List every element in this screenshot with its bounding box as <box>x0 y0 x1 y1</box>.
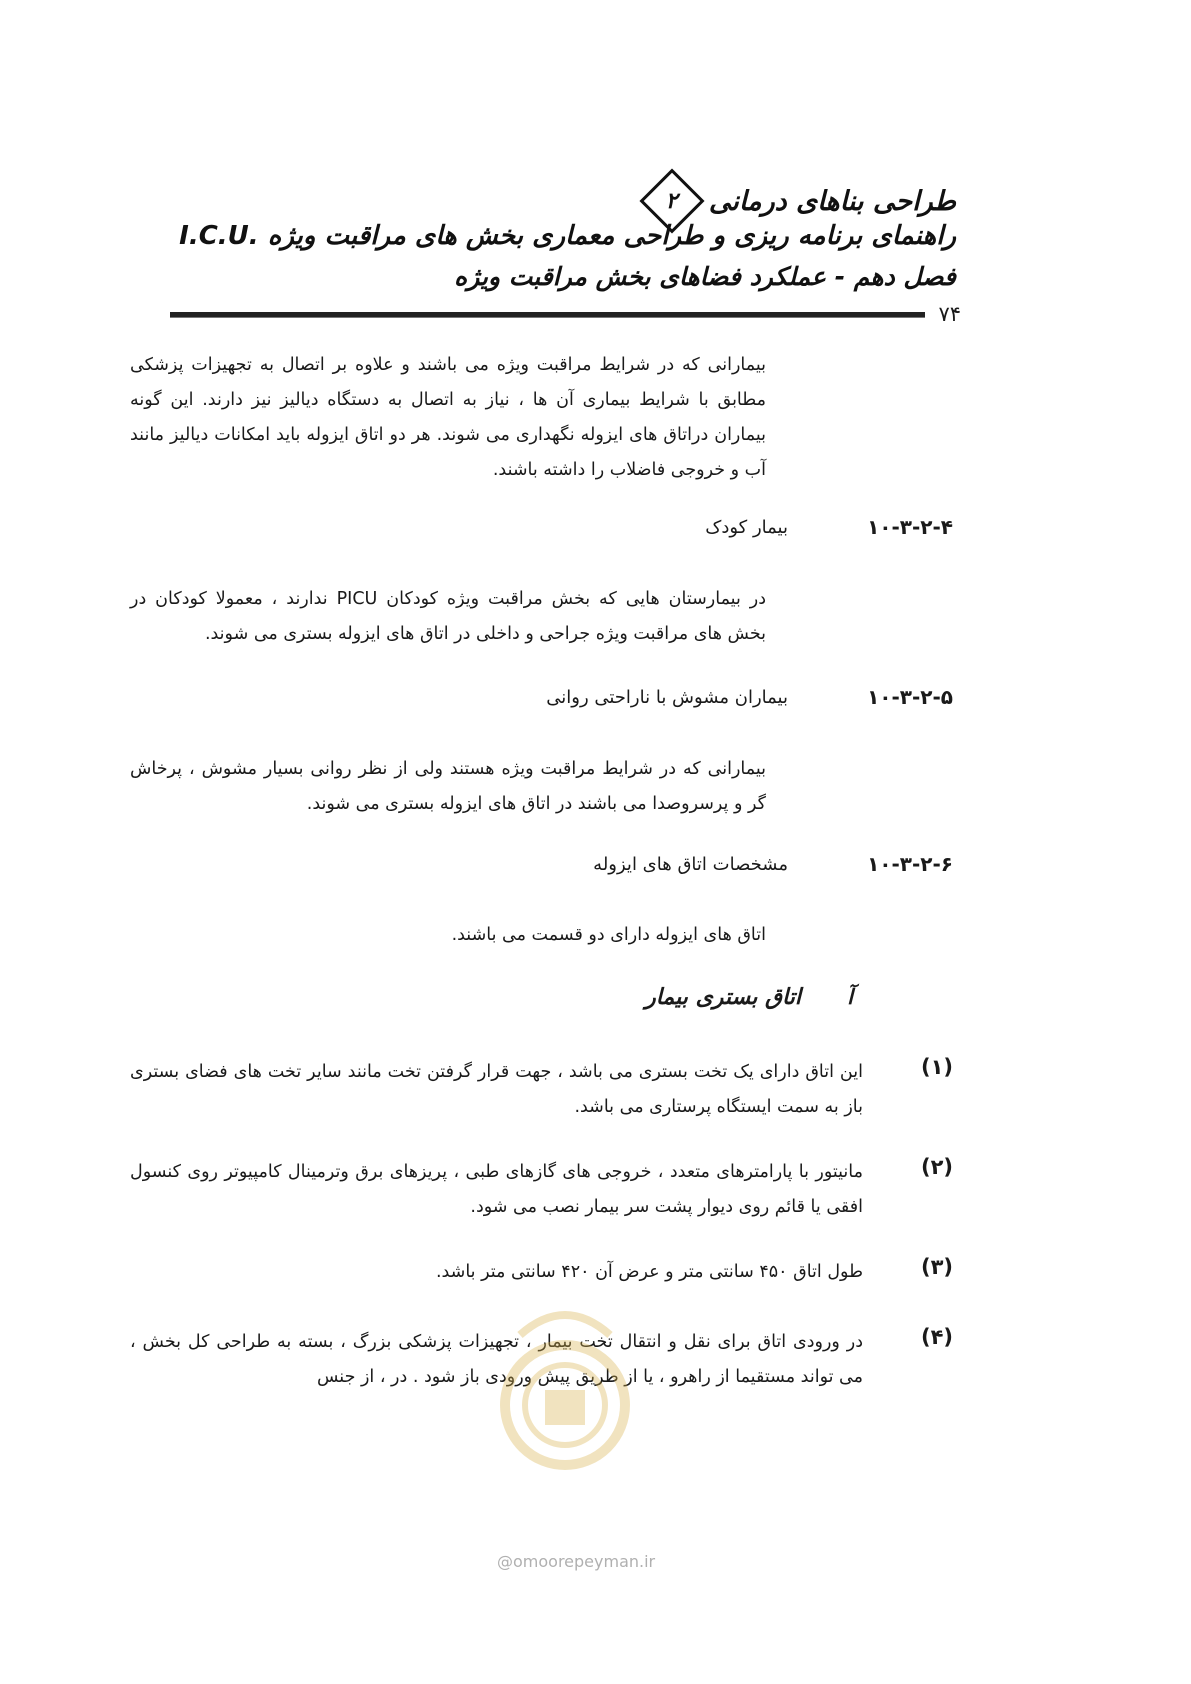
section-heading-4 <box>705 515 953 539</box>
section-number: ۱۰-۳-۲-۶ <box>867 852 953 876</box>
list-item <box>130 1155 953 1225</box>
section-heading-6 <box>593 852 953 876</box>
header-rule <box>170 312 925 318</box>
watermark-text: @omoorepeyman.ir <box>497 1552 656 1571</box>
item-text: طول اتاق ۴۵۰ سانتی متر و عرض آن ۴۲۰ سانتی متر باشد. <box>435 1262 863 1282</box>
section-heading-5 <box>546 685 953 709</box>
page-number: ۷۴ <box>938 302 961 326</box>
item-text: در ورودی اتاق برای نقل و انتقال تخت بیمار ، تجهیزات پزشکی بزرگ ، بسته به طراحی کل بخش ، می تواند مستقیما از راهرو ، یا از طریق پیش ورودی باز شود . در ، از جنس <box>130 1332 863 1387</box>
section-title: بیمار کودک <box>705 516 788 538</box>
subsection-title: اتاق بستری بیمار <box>645 985 801 1010</box>
section-body: در بیمارستان هایی که بخش مراقبت ویژه کودکان PICU ندارند ، معمولا کودکان در بخش های مراقبت ویژه جراحی و داخلی در اتاق های ایزوله بستری می شوند. <box>130 589 767 644</box>
item-text: مانیتور با پارامترهای متعدد ، خروجی های گازهای طبی ، پریزهای برق وترمینال کامپیوتر روی کنسول افقی یا قائم روی دیوار پشت سر بیمار نصب می شود. <box>130 1162 863 1217</box>
item-text: این اتاق دارای یک تخت بستری می باشد ، جهت قرار گرفتن تخت مانند سایر تخت های فضای بستری باز به سمت ایستگاه پرستاری می باشد. <box>130 1062 863 1117</box>
book-title <box>641 178 956 224</box>
section-title: مشخصات اتاق های ایزوله <box>593 853 788 875</box>
item-number: (۳) <box>920 1255 953 1279</box>
list-item <box>130 1255 953 1290</box>
list-item <box>130 1055 953 1125</box>
item-number: (۱) <box>920 1055 953 1079</box>
section-body: اتاق های ایزوله دارای دو قسمت می باشند. <box>451 925 766 945</box>
watermark-logo <box>490 1295 640 1485</box>
section-body: بیمارانی که در شرایط مراقبت ویژه هستند ولی از نظر روانی بسیار مشوش ، پرخاش گر و پرسروصدا می باشند در اتاق های ایزوله بستری می شوند. <box>130 759 766 814</box>
item-number: (۲) <box>920 1155 953 1179</box>
book-subtitle: راهنمای برنامه ریزی و طراحی معماری بخش های مراقبت ویژه .I.C.U <box>179 221 956 251</box>
volume-number: ۲ <box>665 188 678 214</box>
item-number: (۴) <box>920 1325 953 1349</box>
book-title-text: طراحی بناهای درمانی <box>708 185 956 217</box>
intro-paragraph: بیمارانی که در شرایط مراقبت ویژه می باشند و علاوه بر اتصال به تجهیزات پزشکی مطابق با شرایط بیماری آن ها ، نیاز به اتصال به دستگاه دیالیز نیز دارند. این گونه بیماران دراتاق های ایزوله نگهداری می شوند. هر دو اتاق ایزوله باید امکانات دیالیز مانند آب و خروجی فاضلاب را داشته باشند. <box>130 355 766 480</box>
section-number: ۱۰-۳-۲-۵ <box>867 685 953 709</box>
section-number: ۱۰-۳-۲-۴ <box>867 515 953 539</box>
section-title: بیماران مشوش با ناراحتی روانی <box>546 686 788 708</box>
chapter-title: فصل دهم - عملکرد فضاهای بخش مراقبت ویژه <box>454 262 956 291</box>
subsection-letter: آ <box>847 985 853 1009</box>
